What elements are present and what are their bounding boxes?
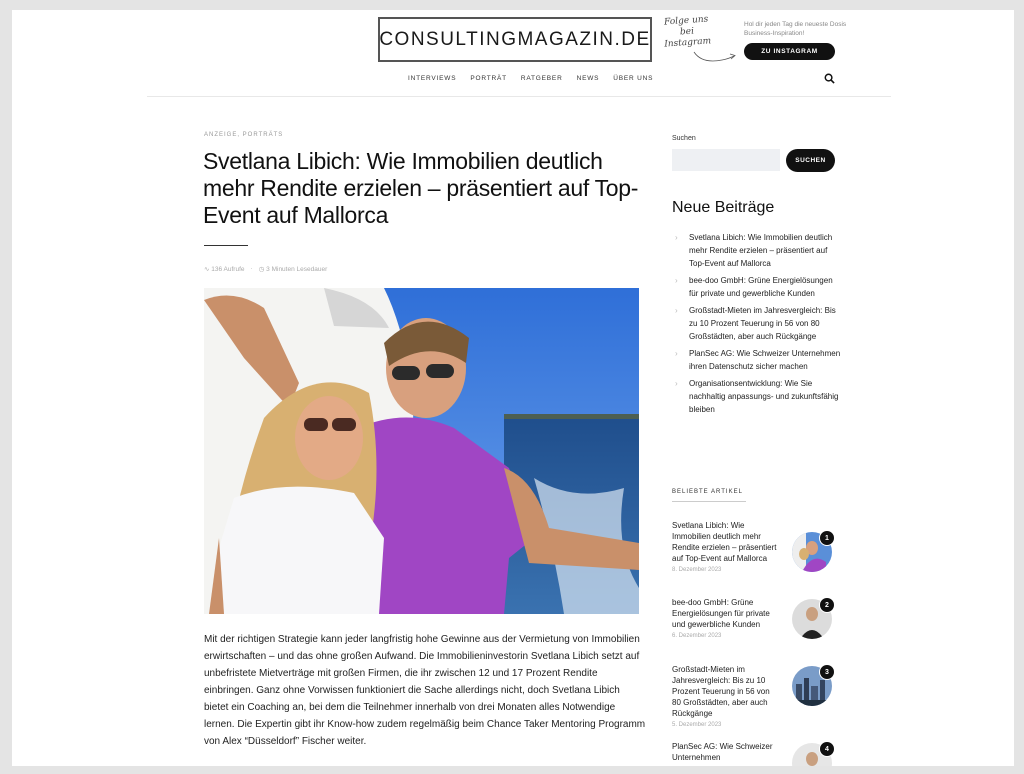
instagram-promo-text: Hol dir jeden Tag die neueste Dosis Business-Inspiration!	[744, 21, 847, 37]
search-button[interactable]: SUCHEN	[786, 149, 835, 172]
folge-line-2: bei	[679, 26, 695, 38]
nav-item-news[interactable]: NEWS	[576, 75, 600, 82]
popular-articles-title: BELIEBTE ARTIKEL	[672, 489, 743, 495]
instagram-button[interactable]: ZU INSTAGRAM	[744, 43, 835, 60]
rank-badge: 1	[819, 530, 835, 546]
popular-article-date: 5. Dezember 2023	[672, 722, 722, 728]
popular-article-item[interactable]	[672, 741, 840, 763]
rank-badge: 4	[819, 741, 835, 757]
recent-post-link[interactable]: › Svetlana Libich: Wie Immobilien deutlich mehr Rendite erzielen – präsentiert auf Top-Event auf Mallorca	[672, 231, 844, 270]
page	[12, 10, 1014, 766]
title-divider	[204, 245, 248, 246]
article-title: Svetlana Libich: Wie Immobilien deutlich mehr Rendite erzielen – präsentiert auf Top-Event auf Mallorca	[203, 148, 639, 228]
meta-separator: ·	[250, 265, 253, 272]
rank-badge: 2	[819, 597, 835, 613]
nav-item-ueber-uns[interactable]: ÜBER UNS	[613, 75, 654, 82]
header-divider	[147, 96, 891, 97]
popular-article-date: 6. Dezember 2023	[672, 633, 722, 639]
search-icon[interactable]	[824, 73, 835, 84]
popular-article-item[interactable]	[672, 520, 840, 573]
popular-article-item[interactable]	[672, 597, 840, 639]
recent-post-link[interactable]: › bee-doo GmbH: Grüne Energielösungen für private und gewerbliche Kunden	[672, 274, 844, 300]
popular-article-title[interactable]: PlanSec AG: Wie Schweizer Unternehmen	[672, 742, 773, 762]
instagram-handwritten-note	[655, 14, 719, 51]
nav-item-ratgeber[interactable]: RATGEBER	[520, 75, 563, 82]
search-label: Suchen	[672, 135, 696, 142]
curved-arrow-icon	[692, 48, 738, 66]
nav-item-interviews[interactable]: INTERVIEWS	[408, 75, 457, 82]
sidebar-search-input[interactable]	[672, 149, 780, 171]
recent-posts-list	[672, 231, 844, 420]
article-body: Mit der richtigen Strategie kann jeder langfristig hohe Gewinne aus der Vermietung von Immobilien erwirtschaften – und das ohne großen Aufwand. Die Immobilieninvestorin Svetlana Libich setzt auf unbefristete Mietverträge mit großen Firmen, die ihr zwischen 12 und 17 Prozent Rendite einbringen. Ganz ohne Vorwissen funktioniert die Sache allerdings nicht, doch Svetlana Libich bietet ein Coaching an, bei dem die Teilnehmer innerhalb von drei Monaten alles Notwendige lernen. Die Expertin gibt ihr Know-how zudem regelmäßig beim Chance Taker Mentoring Programm von Alex “Düsseldorf” Fischer weiter.	[204, 634, 646, 747]
popular-article-item[interactable]	[672, 664, 840, 728]
folge-line-1: Folge uns	[663, 14, 709, 28]
read-time: ◷ 3 Minuten Lesedauer	[258, 266, 328, 273]
article-categories[interactable]: ANZEIGE, PORTRÄTS	[204, 132, 284, 138]
nav-item-portraet[interactable]: PORTRÄT	[470, 75, 507, 82]
folge-line-3: Instagram	[663, 36, 712, 50]
popular-article-date: 8. Dezember 2023	[672, 567, 722, 573]
recent-post-link[interactable]: › PlanSec AG: Wie Schweizer Unternehmen ihren Datenschutz sicher machen	[672, 347, 844, 373]
popular-article-title[interactable]: Großstadt-Mieten im Jahresvergleich: Bis zu 10 Prozent Teuerung in 56 von 80 Großstädten, aber auch Rückgänge	[672, 665, 770, 718]
site-logo[interactable]: CONSULTINGMAGAZIN.DE	[378, 17, 652, 62]
popular-article-title[interactable]: Svetlana Libich: Wie Immobilien deutlich mehr Rendite erzielen – präsentiert auf Top-Event auf Mallorca	[672, 521, 777, 563]
main-nav	[408, 75, 653, 82]
popular-divider	[672, 501, 746, 502]
recent-post-link[interactable]: › Organisationsentwicklung: Wie Sie nachhaltig anpassungs- und zukunftsfähig bleiben	[672, 377, 844, 416]
views-count: ∿ 136 Aufrufe	[204, 266, 245, 273]
hero-image	[204, 288, 639, 614]
recent-posts-title: Neue Beiträge	[672, 199, 775, 216]
recent-post-link[interactable]: › Großstadt-Mieten im Jahresvergleich: Bis zu 10 Prozent Teuerung in 56 von 80 Großstädten, aber auch Rückgänge	[672, 304, 844, 343]
popular-article-title[interactable]: bee-doo GmbH: Grüne Energielösungen für private und gewerbliche Kunden	[672, 598, 770, 629]
article-meta	[204, 265, 327, 273]
rank-badge: 3	[819, 664, 835, 680]
